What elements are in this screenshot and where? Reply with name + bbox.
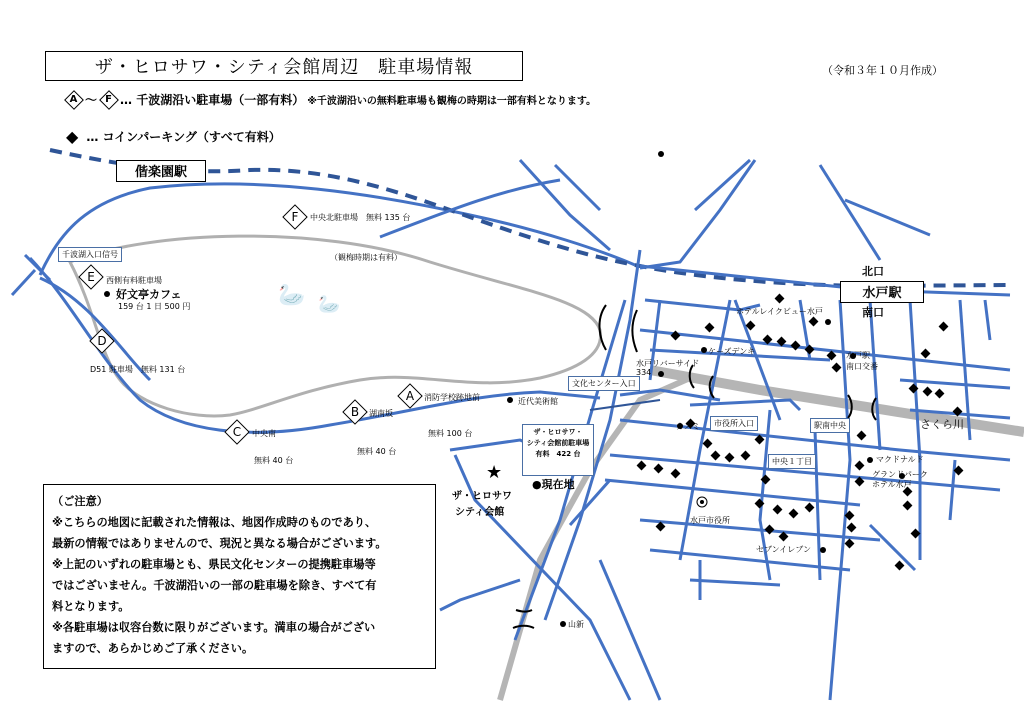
creation-date: （令和３年１０月作成） [822,64,943,77]
hall-name-line2: シティ会館 [455,507,505,518]
notice-line: ますので、あらかじめご了承ください。 [52,642,254,655]
notice-line: ※上記のいずれの駐車場とも、県民文化センターの提携駐車場等 [52,558,376,571]
notice-box [43,484,436,669]
notice-line: ※こちらの地図に記載された情報は、地図作成時のものであり、 [52,516,377,529]
kobuntei-cafe-label: 好文亭カフェ [116,288,182,301]
parking-f-label: 中央北駐車場 無料 135 台 [310,213,411,222]
parking-f-marker: F [283,205,307,229]
mito-riverside-label: 水戸リバーサイド [636,359,700,368]
kasumi-label: カスミ [676,422,700,431]
bunka-center-label: 文化センター入口 [568,376,640,391]
legend-lake-text: … 千波湖沿い駐車場（一部有料） [120,93,305,107]
kairakuen-station: 偕楽園駅 [116,160,206,182]
sakura-river-label: さくら川 [920,418,964,431]
page-title: ザ・ヒロサワ・シティ会館周辺 駐車場情報 [45,51,523,81]
parking-d-label: D51 駐車場 無料 131 台 [90,365,186,374]
hall-star-icon: ★ [486,462,503,483]
grand-hotel-label-2: ホテル水戸 [872,480,912,489]
legend-coin-parking [66,127,281,146]
parking-b-label: 湖南坂 [369,409,393,418]
parking-d-marker: D [90,329,114,353]
swan-icon: 🦢 [318,294,341,315]
notice-line: 最新の情報ではありませんので、現況と異なる場合がございます。 [52,537,387,550]
mito-ekiminami-label: 水戸駅 [846,351,870,360]
legend-lake-note: ※千波湖沿いの無料駐車場も観梅の時期は一部有料となります。 [307,96,597,107]
chuo-1chome-label: 中央１丁目 [768,454,816,469]
mito-city-hall-label: 水戸市役所 [690,516,730,525]
minami-kouban-label: 南口交番 [846,362,878,371]
parking-e-label: 西側有料駐車場 [106,276,162,285]
parking-a-label: 消防学校跡地前 [424,393,480,402]
lake-shore [70,236,601,416]
macdonalds-label: マクドナルド [876,455,924,464]
mito-station: 水戸駅 [840,281,924,303]
legend-coin-text: … コインパーキング（すべて有料） [86,130,281,144]
hotel-lake-view-label: ホテルレイクビュー水戸 [736,307,823,316]
keisei-label: ケーズデンキ [708,347,756,356]
notice-line: 料となります。 [52,600,130,613]
parking-e-info: 159 台 1 日 500 円 [118,302,191,311]
seven-eleven-label: セブンイレブン [756,545,811,554]
parking-c-label: 中央南 [252,429,276,438]
swan-icon: 🦢 [278,283,306,308]
parking-b-info: 無料 40 台 [357,447,397,456]
notice-line: ではございません。千波湖沿いの一部の駐車場を除き、すべて有 [52,579,377,592]
parking-a-marker: A [398,384,422,408]
city-hall-entrance-label: 市役所入口 [710,416,758,431]
north-exit-label: 北口 [862,265,884,278]
senba-signal-label: 千波湖入口信号 [58,247,122,262]
art-museum-label: 近代美術館 [518,397,558,406]
coin-parking-icon: ◆ [66,127,79,146]
notice-line: ※各駐車場は収容台数に限りがございます。満車の場合がござい [52,621,376,634]
legend-tilde: ～ [85,93,98,107]
hall-parking-box: ザ・ヒロサワ・ シティ会館前駐車場 有料 422 台 [522,424,594,476]
parking-c-marker: C [225,420,249,444]
hall-name-line1: ザ・ヒロサワ [452,491,512,502]
marker-a-icon: A [65,91,82,108]
grand-hotel-label-1: グランドパーク [872,470,928,479]
yamashin-label: 山新 [568,620,584,629]
parking-a-info: 無料 100 台 [428,429,473,438]
ekiminami-chuo-label: 駅南中央 [810,418,850,433]
south-exit-label: 南口 [862,306,884,319]
riverside-334-label: 334 [636,368,652,377]
legend-lake-parking [65,91,596,108]
parking-c-info: 無料 40 台 [254,456,294,465]
marker-f-icon: F [100,91,117,108]
current-location-label: ●現在地 [532,478,575,491]
notice-heading: （ご注意） [52,495,108,508]
parking-e-marker: E [79,265,103,289]
kanbai-note: （観梅時期は有料） [330,253,402,262]
parking-b-marker: B [343,400,367,424]
